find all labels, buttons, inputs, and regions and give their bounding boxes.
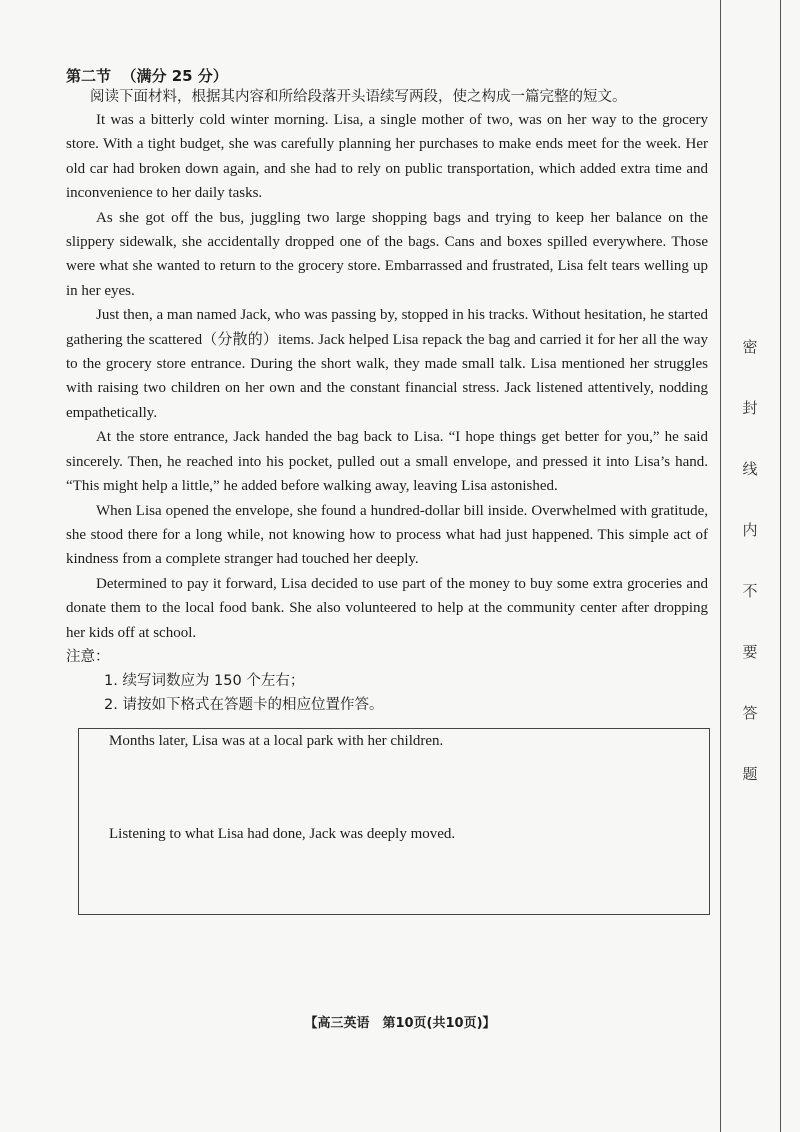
question-content	[66, 66, 708, 717]
seal-char: 不	[742, 582, 758, 600]
seal-char: 密	[742, 338, 758, 356]
answer-box	[78, 728, 710, 915]
section-heading	[66, 66, 708, 86]
paragraph-starter-1: Months later, Lisa was at a local park with her children.	[109, 733, 444, 749]
seal-char: 题	[742, 765, 758, 783]
note-item: 2. 请按如下格式在答题卡的相应位置作答。	[104, 696, 384, 713]
seal-char: 答	[742, 704, 758, 722]
seal-char: 封	[742, 399, 758, 417]
note-item: 1. 续写词数应为 150 个左右；	[104, 672, 305, 689]
section-score: （满分 25 分）	[121, 67, 228, 85]
seal-char: 线	[742, 460, 758, 478]
task-instruction: 阅读下面材料，根据其内容和所给段落开头语续写两段，使之构成一篇完整的短文。	[90, 89, 627, 105]
passage-paragraph: When Lisa opened the envelope, she found a hundred-dollar bill inside. Overwhelmed with gratitude, she stood there for a long while, not knowing how to process what had just happened. This simple act of kindness from a complete stranger had touched her deeply.	[66, 502, 708, 568]
page-footer: 【高三英语 第10页(共10页)】	[304, 1016, 496, 1031]
seal-line-notice	[735, 340, 765, 828]
binding-line-left	[720, 0, 721, 1132]
paragraph-starter-2: Listening to what Lisa had done, Jack was deeply moved.	[109, 826, 456, 842]
passage-paragraph: At the store entrance, Jack handed the bag back to Lisa. “I hope things get better for you,” he said sincerely. Then, he reached into his pocket, pulled out a small envelope, and pressed it into Lisa’s hand. “This might help a little,” he added before walking away, leaving Lisa astonished.	[66, 429, 708, 495]
passage-paragraph: It was a bitterly cold winter morning. Lisa, a single mother of two, was on her way to the grocery store. With a tight budget, she was carefully planning her purchases to make ends meet for the week. Her old car had broken down again, and she had to rely on public transportation, which added extra time and inconvenience to her daily tasks.	[66, 112, 708, 202]
seal-char: 内	[742, 521, 758, 539]
passage-paragraph: Determined to pay it forward, Lisa decided to use part of the money to buy some extra groceries and donate them to the local food bank. She also volunteered to help at the community center after dropping her kids off at school.	[66, 575, 708, 641]
notes-title: 注意：	[66, 648, 110, 665]
passage-paragraph: As she got off the bus, juggling two large shopping bags and trying to keep her balance on the slippery sidewalk, she accidentally dropped one of the bags. Cans and boxes spilled everywhere. Those were what she wanted to return to the grocery store. Embarrassed and frustrated, Lisa felt tears welling up in her eyes.	[66, 209, 708, 299]
binding-line-right	[780, 0, 781, 1132]
passage-paragraph: Just then, a man named Jack, who was passing by, stopped in his tracks. Without hesitation, he started gathering the scattered（分散的）items. Jack helped Lisa repack the bag and carried it for her all the way to the grocery store entrance. During the short walk, they made small talk. Lisa mentioned her struggles with raising two children on her own and the constant financial stress. Jack listened attentively, nodding empathetically.	[66, 307, 708, 421]
section-title: 第二节	[66, 67, 112, 85]
seal-char: 要	[742, 643, 758, 661]
